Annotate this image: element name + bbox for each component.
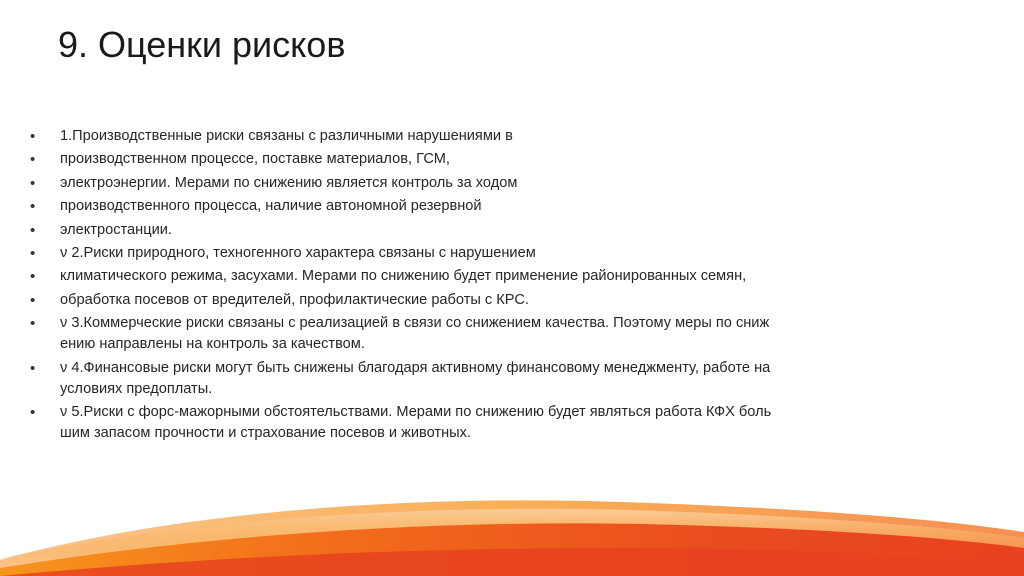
check-mark: ν — [60, 403, 68, 420]
orange-wave-decoration — [0, 440, 1024, 576]
list-item — [30, 126, 910, 147]
bullet-list — [30, 126, 910, 446]
bullet-text-continuation: шим запасом прочности и страхование посевов и животных. — [60, 424, 472, 441]
bullet-text-continuation: ению направлены на контроль за качеством. — [60, 336, 365, 353]
list-item — [30, 358, 910, 400]
list-item — [30, 173, 910, 194]
bullet-text: 1.Производственные риски связаны с различными нарушениями в — [60, 128, 513, 144]
check-mark: ν — [60, 315, 68, 332]
bullet-text: 4.Финансовые риски могут быть снижены благодаря активному финансовому менеджменту, работе на — [67, 359, 771, 376]
bullet-icon: • — [30, 128, 36, 145]
check-mark: ν — [60, 359, 68, 376]
bullet-icon: • — [30, 244, 36, 262]
bullet-icon: • — [30, 359, 36, 377]
list-item — [30, 149, 910, 170]
bullet-icon: • — [30, 315, 36, 333]
list-item — [30, 220, 910, 241]
bullet-text: 3.Коммерческие риски связаны с реализацией в связи со снижением качества. Поэтому меры по сниж — [67, 315, 770, 332]
bullet-icon: • — [30, 268, 36, 286]
bullet-icon: • — [30, 403, 36, 421]
bullet-icon: • — [30, 198, 36, 216]
bullet-text: производственном процессе, поставке материалов, ГСМ, — [60, 151, 450, 168]
bullet-text-continuation: условиях предоплаты. — [60, 380, 213, 397]
list-item — [30, 243, 910, 264]
bullet-text: 5.Риски с форс-мажорными обстоятельствами. Мерами по снижению будет являться работа КФХ боль — [67, 403, 772, 420]
list-item — [30, 313, 910, 355]
bullet-text: производственного процесса, наличие автономной резервной — [60, 198, 482, 215]
check-mark: ν — [60, 244, 68, 261]
bullet-icon: • — [30, 291, 36, 309]
list-item — [30, 266, 910, 287]
bullet-text: электроэнергии. Мерами по снижению является контроль за ходом — [60, 174, 518, 191]
bullet-text: электростанции. — [60, 221, 172, 238]
bullet-icon: • — [30, 174, 36, 192]
list-item — [30, 290, 910, 311]
bullet-icon: • — [30, 221, 36, 239]
bullet-text: климатического режима, засухами. Мерами по снижению будет применение районированных семян, — [60, 268, 747, 285]
list-item — [30, 196, 910, 217]
bullet-icon: • — [30, 151, 36, 169]
list-item — [30, 402, 910, 444]
slide-title: 9. Оценки рисков — [58, 24, 346, 65]
bullet-text: 2.Риски природного, техногенного характера связаны с нарушением — [67, 244, 536, 261]
bullet-text: обработка посевов от вредителей, профилактические работы с КРС. — [60, 291, 529, 308]
